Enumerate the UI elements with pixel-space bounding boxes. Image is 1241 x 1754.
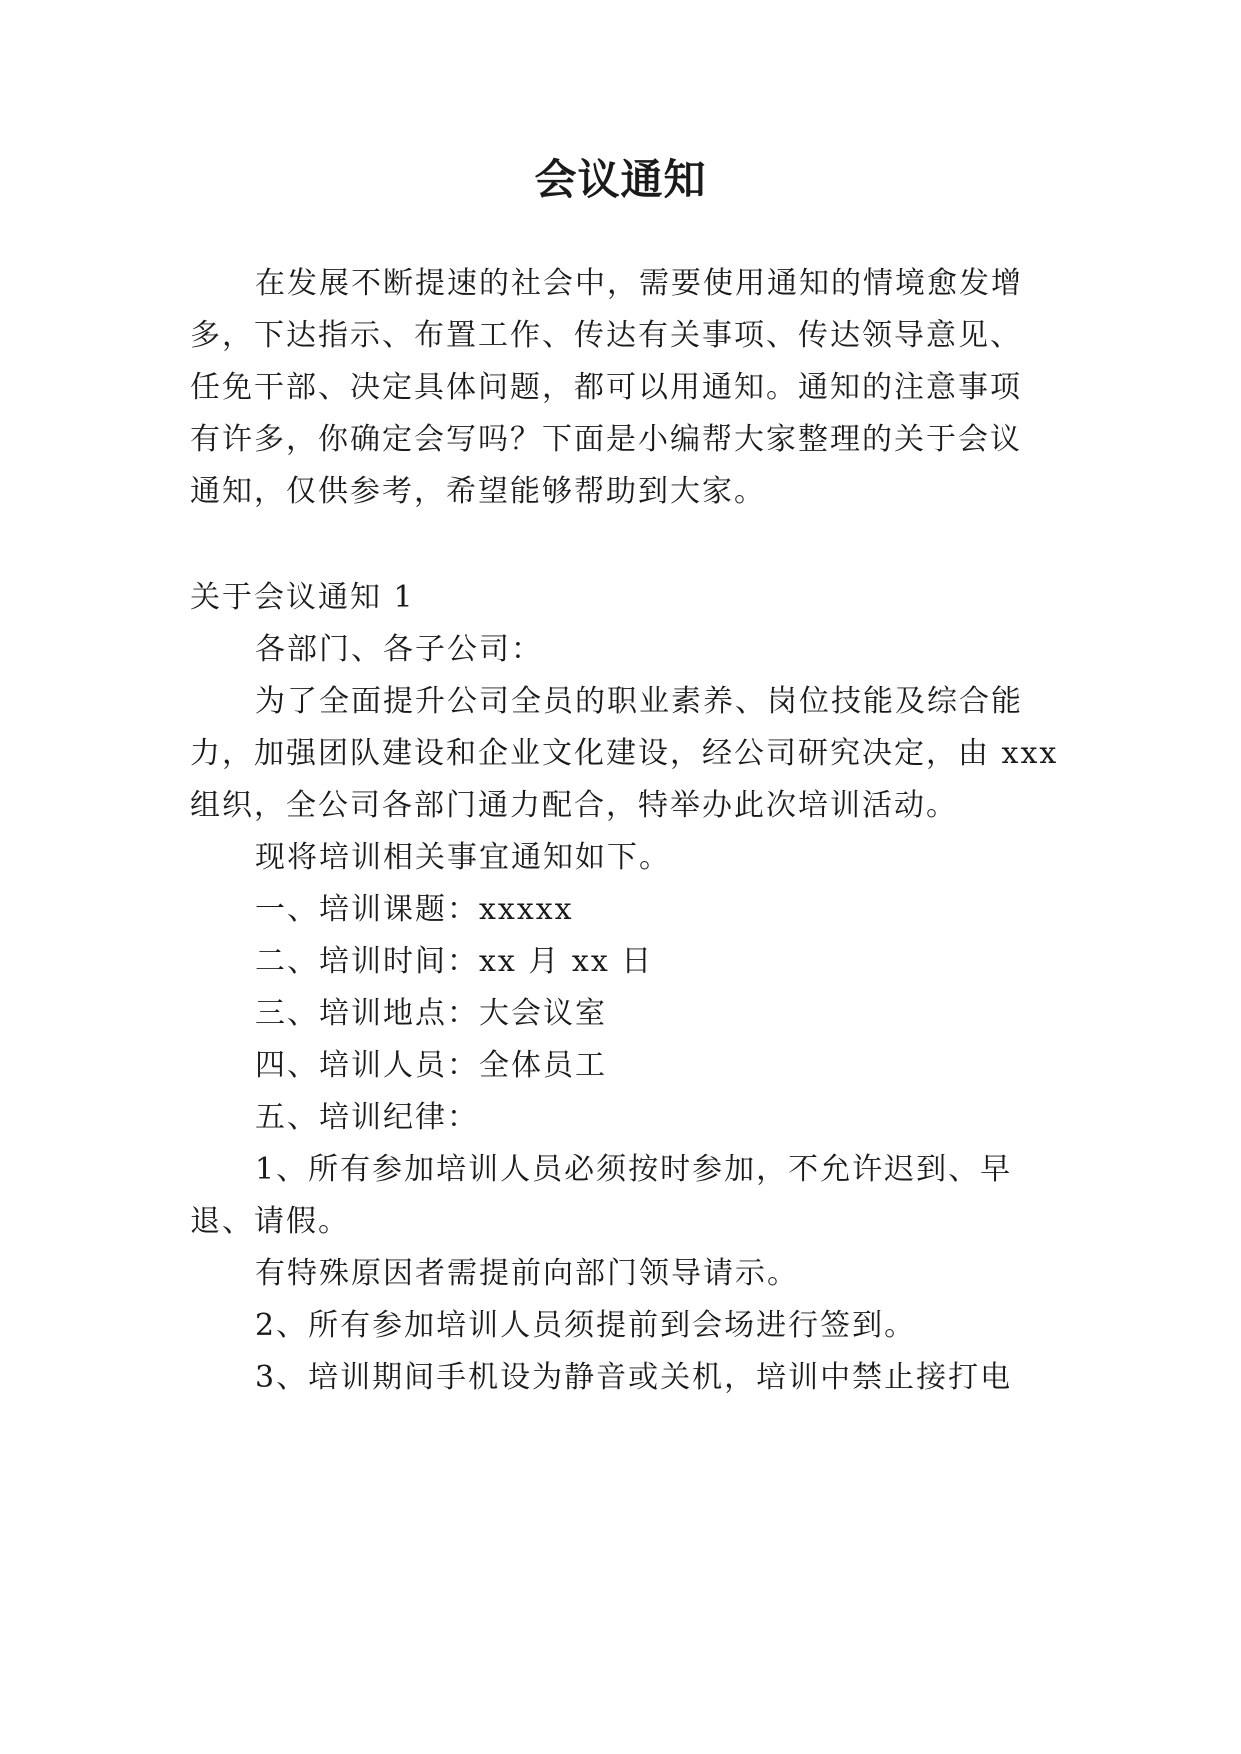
intro-line-1: 在发展不断提速的社会中，需要使用通知的情境愈发增 <box>255 266 1023 301</box>
rule-1-note: 有特殊原因者需提前向部门领导请示。 <box>255 1256 799 1291</box>
rule-2: 2、所有参加培训人员须提前到会场进行签到。 <box>255 1308 917 1343</box>
section-heading: 关于会议通知 1 <box>190 580 415 615</box>
purpose-line-2: 力，加强团队建设和企业文化建设，经公司研究决定，由 xxx <box>190 736 1059 771</box>
item-discipline: 五、培训纪律： <box>255 1100 479 1135</box>
item-place: 三、培训地点：大会议室 <box>255 996 607 1031</box>
intro-line-2: 多，下达指示、布置工作、传达有关事项、传达领导意见、 <box>190 318 1022 353</box>
rule-1-line-2: 退、请假。 <box>190 1204 350 1239</box>
purpose-line-1: 为了全面提升公司全员的职业素养、岗位技能及综合能 <box>255 684 1023 719</box>
item-people: 四、培训人员：全体员工 <box>255 1048 607 1083</box>
notice-line: 现将培训相关事宜通知如下。 <box>255 840 671 875</box>
intro-line-3: 任免干部、决定具体问题，都可以用通知。通知的注意事项 <box>190 370 1022 405</box>
intro-line-5: 通知，仅供参考，希望能够帮助到大家。 <box>190 474 766 509</box>
intro-line-4: 有许多，你确定会写吗？下面是小编帮大家整理的关于会议 <box>190 422 1022 457</box>
rule-1-line-1: 1、所有参加培训人员必须按时参加，不允许迟到、早 <box>255 1152 1013 1187</box>
item-time: 二、培训时间：xx 月 xx 日 <box>255 944 654 979</box>
rule-3: 3、培训期间手机设为静音或关机，培训中禁止接打电 <box>255 1360 1013 1395</box>
salutation: 各部门、各子公司： <box>255 632 543 667</box>
document-title: 会议通知 <box>534 155 707 204</box>
item-topic: 一、培训课题：xxxxx <box>255 892 574 927</box>
purpose-line-3: 组织，全公司各部门通力配合，特举办此次培训活动。 <box>190 788 958 823</box>
